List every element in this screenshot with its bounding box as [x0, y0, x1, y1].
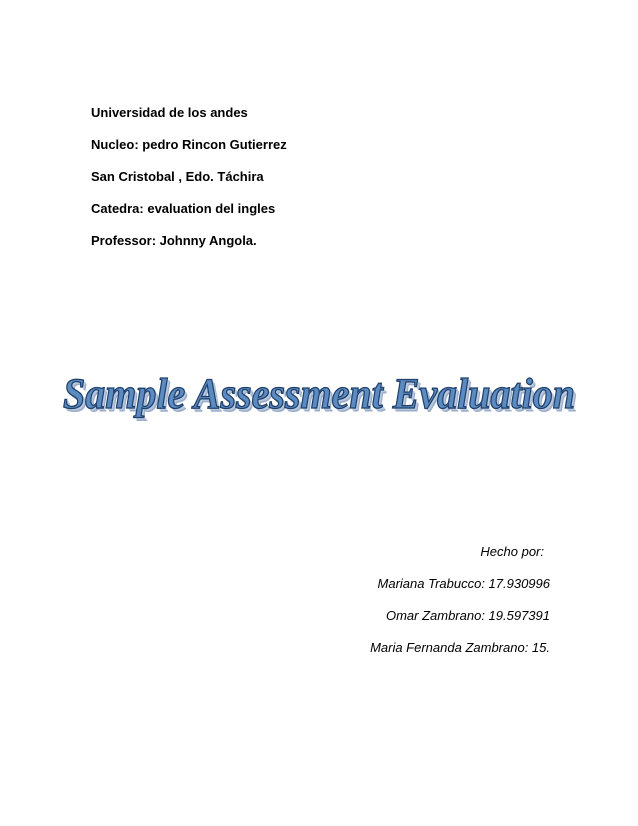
institution-header [91, 105, 411, 265]
title-area [0, 366, 638, 426]
document-title: Sample Assessment Evaluation [63, 369, 575, 418]
professor-line: Professor: Johnny Angola. [91, 233, 257, 248]
author-3: Maria Fernanda Zambrano: 15. [370, 640, 550, 655]
university-name: Universidad de los andes [91, 105, 248, 120]
course-line: Catedra: evaluation del ingles [91, 201, 276, 216]
location-line: San Cristobal , Edo. Táchira [91, 169, 264, 184]
credits-heading: Hecho por: [480, 544, 544, 559]
author-1: Mariana Trabucco: 17.930996 [377, 576, 550, 591]
credits-block [330, 544, 550, 672]
author-2: Omar Zambrano: 19.597391 [385, 608, 550, 623]
nucleus-line: Nucleo: pedro Rincon Gutierrez [91, 137, 287, 152]
